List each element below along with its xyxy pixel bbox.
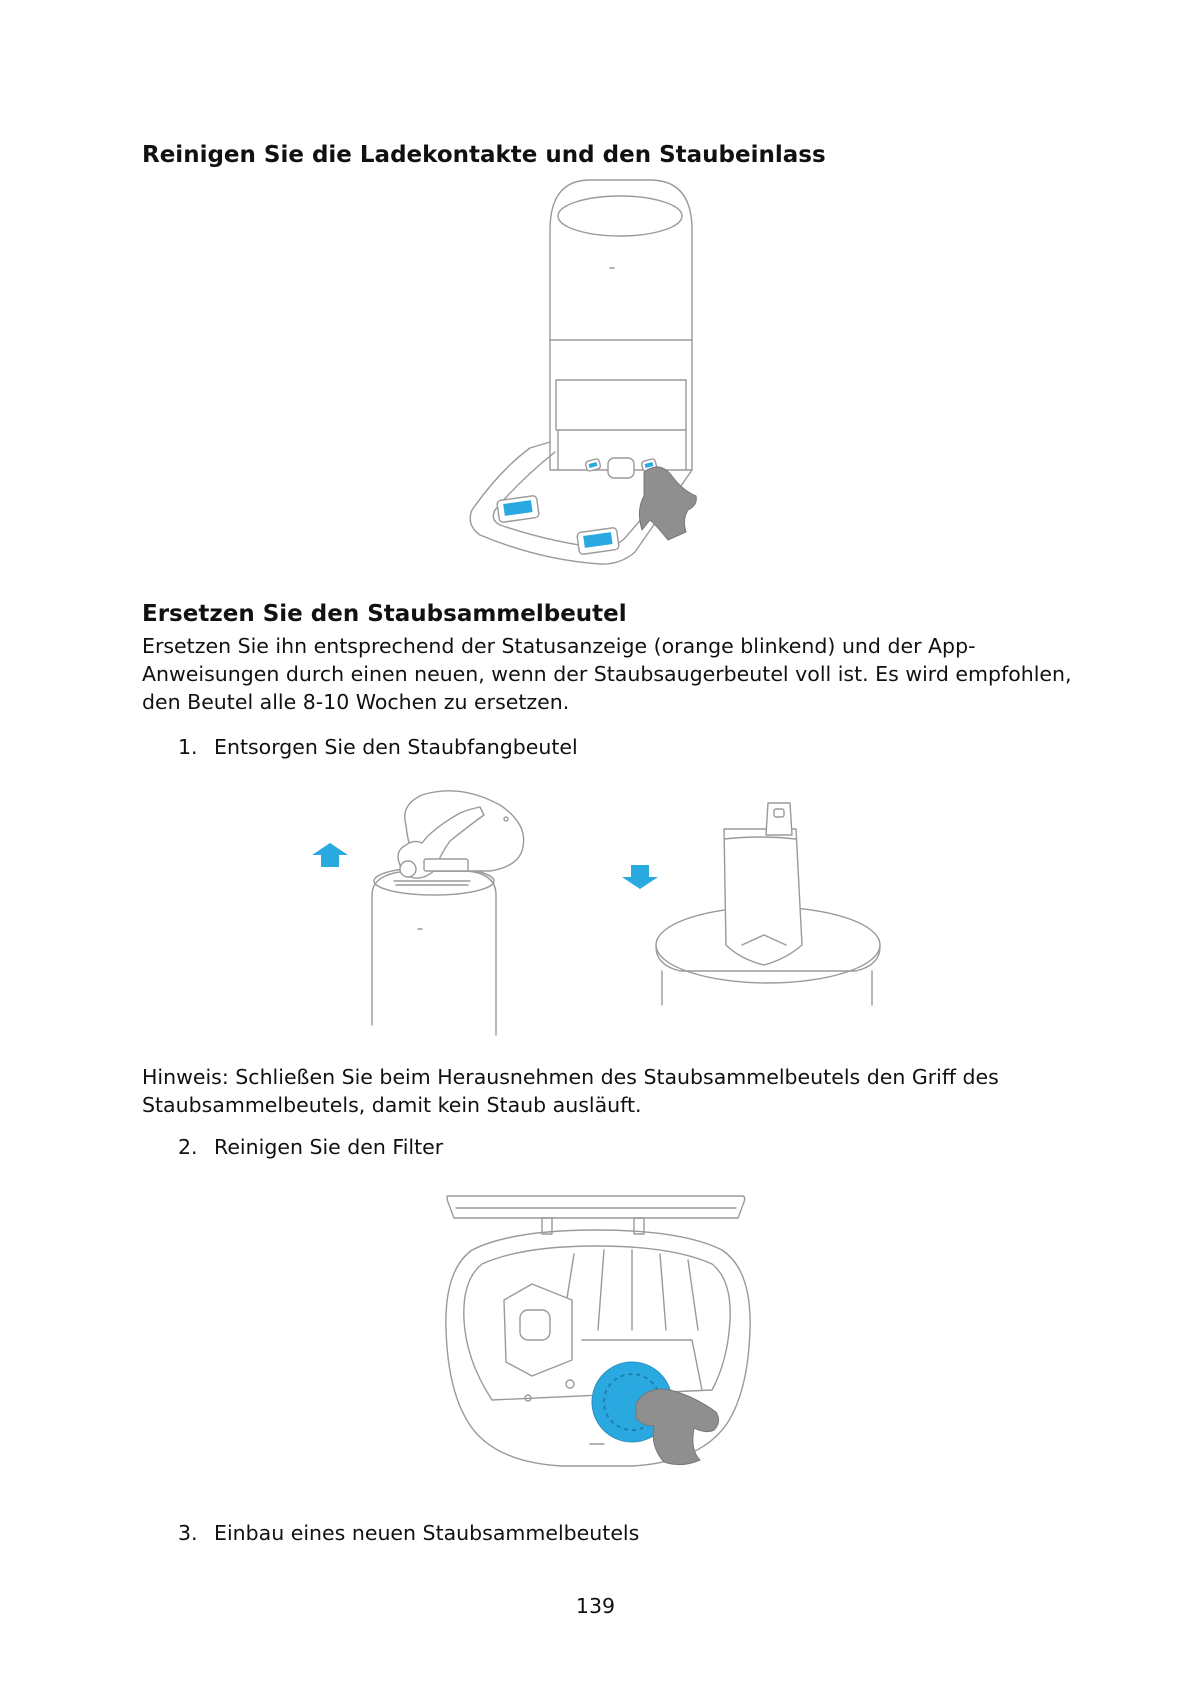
dispose-dust-bag-illustration (620, 795, 890, 1035)
section-paragraph (142, 632, 1082, 716)
note-line: Hinweis: Schließen Sie beim Herausnehmen des Staubsammelbeutels den Griff des (142, 1065, 999, 1089)
paragraph-line: Ersetzen Sie ihn entsprechend der Statusanzeige (orange blinkend) und der App- (142, 634, 976, 658)
section-heading-replace-dust-bag: Ersetzen Sie den Staubsammelbeutel (142, 601, 627, 627)
step-number: 1. (178, 735, 198, 759)
section-heading-clean-contacts: Reinigen Sie die Ladekontakte und den Staubeinlass (142, 142, 826, 168)
step-text: Entsorgen Sie den Staubfangbeutel (214, 735, 578, 759)
list-item-step-2 (178, 1133, 443, 1161)
list-item-step-3 (178, 1519, 639, 1547)
charging-dock-cleaning-illustration (460, 180, 720, 580)
paragraph-line: Anweisungen durch einen neuen, wenn der Staubsaugerbeutel voll ist. Es wird empfohlen, (142, 662, 1072, 686)
page-number: 139 (575, 1594, 616, 1618)
step-text: Einbau eines neuen Staubsammelbeutels (214, 1521, 640, 1545)
note-paragraph (142, 1063, 1082, 1119)
clean-filter-illustration (432, 1190, 762, 1480)
step-text: Reinigen Sie den Filter (214, 1135, 444, 1159)
arrow-up-icon (312, 843, 348, 867)
list-item-step-1 (178, 733, 578, 761)
note-line: Staubsammelbeutels, damit kein Staub ausläuft. (142, 1093, 642, 1117)
step-number: 2. (178, 1135, 198, 1159)
remove-dust-bag-illustration (310, 785, 550, 1035)
step-number: 3. (178, 1521, 198, 1545)
paragraph-line: den Beutel alle 8-10 Wochen zu ersetzen. (142, 690, 570, 714)
arrow-down-icon (622, 865, 658, 889)
